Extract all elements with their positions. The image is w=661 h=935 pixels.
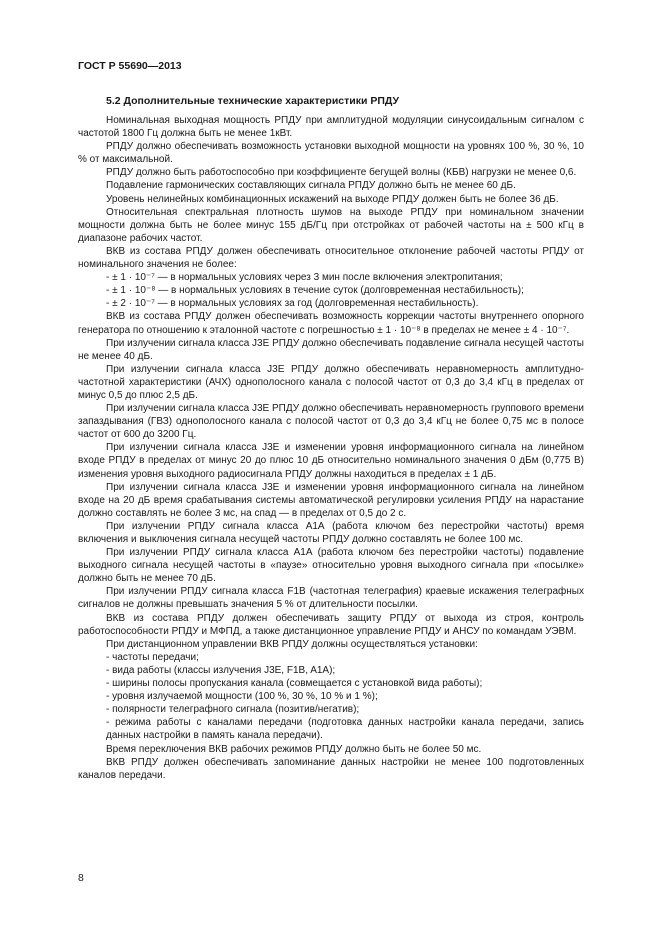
paragraph: Время переключения ВКВ рабочих режимов РПДУ должно быть не более 50 мс. [106, 743, 482, 755]
paragraph: РПДУ должно обеспечивать возможность установки выходной мощности на уровнях 100 %, 30 %, 10 % от максимальной. [78, 141, 584, 166]
paragraph: При излучении сигнала класса J3E РПДУ должно обеспечивать подавление сигнала несущей частоты не менее 40 дБ. [78, 337, 584, 362]
list-item: - полярности телеграфного сигнала (позитив/негатив); [106, 704, 360, 716]
paragraph: При излучении РПДУ сигнала класса F1B (частотная телеграфия) краевые искажения телеграфных сигналов не должны превышать значения 5 % от длительности посылки. [78, 586, 584, 611]
paragraph: Уровень нелинейных комбинационных искажений на выходе РПДУ должен быть не более 36 дБ. [106, 193, 559, 205]
list-item: - ± 1 · 10⁻⁷ — в нормальных условиях через 3 мин после включения электропитания; [106, 272, 503, 284]
paragraph: При излучении сигнала класса J3E РПДУ должно обеспечивать неравномерность амплитудно-частотной характеристики (АЧХ) однополосного канала с полосой частот от 0,3 до 3,4 кГц в пределах от минус 0,5 до плюс 2,5 дБ. [78, 363, 584, 401]
document-header: ГОСТ Р 55690—2013 [78, 60, 182, 72]
paragraph: ВКВ из состава РПДУ должен обеспечивать относительное отклонение рабочей частоты РПДУ от номинального значения не более: [78, 245, 584, 271]
list-item: - режима работы с каналами передачи (подготовка данных настройки канала передачи, запись данных настройки в память канала передачи). [106, 717, 584, 742]
paragraph: Подавление гармонических составляющих сигнала РПДУ должно быть не менее 60 дБ. [106, 180, 516, 192]
list-item: - вида работы (классы излучения J3E, F1B, A1A); [106, 664, 336, 676]
paragraph: При излучении сигнала класса J3E РПДУ должно обеспечивать неравномерность группового времени запаздывания (ГВЗ) однополосного канала с полосой частот от 0,3 до 3,4 кГц не более 0,75 мс в полосе частот от 600 до 3200 Гц. [78, 403, 584, 441]
list-item: - уровня излучаемой мощности (100 %, 30 %, 10 % и 1 %); [106, 691, 378, 703]
paragraph: ВКВ из состава РПДУ должен обеспечивать защиту РПДУ от выхода из строя, контроль работоспособности РПДУ и МФПД, а также дистанционное управление РПДУ и АНСУ по командам УЭВМ. [78, 612, 584, 637]
paragraph: При излучении сигнала класса J3E и изменении уровня информационного сигнала на линейном входе РПДУ в пределах от минус 20 до плюс 10 дБ относительно номинального значения 0 дБм (0,775 В) изменения уровня выходного радиосигнала РПДУ должны находиться в пределах ± 1 дБ. [78, 442, 584, 480]
list-item: - частоты передачи; [106, 651, 199, 663]
section-title: 5.2 Дополнительные технические характеристики РПДУ [106, 95, 400, 107]
paragraph: ВКВ РПДУ должен обеспечивать запоминание данных настройки не менее 100 подготовленных каналов передачи. [78, 756, 584, 781]
paragraph: Относительная спектральная плотность шумов на выходе РПДУ при номинальном значении мощности должна быть не более минус 155 дБ/Гц при отстройках от рабочей частоты на ± 500 кГц в диапазоне рабочих частот. [78, 206, 584, 244]
paragraph: При дистанционном управлении ВКВ РПДУ должны осуществляться установки: [106, 638, 478, 650]
paragraph: При излучении РПДУ сигнала класса А1А (работа ключом без перестройки частоты) подавление выходного сигнала несущей частоты в «паузе» относительно уровня выходного сигнала при «посылке» должно быть не менее 70 дБ. [78, 547, 584, 585]
paragraph: ВКВ из состава РПДУ должен обеспечивать возможность коррекции частоты внутреннего опорного генератора по отношению к эталонной частоте с погрешностью ± 1 · 10⁻⁸ в пределах не менее ± 4 · 10⁻⁷. [78, 311, 584, 336]
paragraph: При излучении сигнала класса J3E и изменении уровня информационного сигнала на линейном входе на 20 дБ время срабатывания системы автоматической регулировки усиления РПДУ на нарастание должно составлять не более 3 мс, на спад — в пределах от 0,5 до 2 с. [78, 481, 584, 519]
paragraph: При излучении РПДУ сигнала класса А1А (работа ключом без перестройки частоты) время включения и выключения сигнала несущей частоты РПДУ должно составлять не более 100 мс. [78, 520, 584, 545]
list-item: - ширины полосы пропускания канала (совмещается с установкой вида работы); [106, 678, 483, 690]
document-body [78, 114, 584, 782]
list-item: - ± 2 · 10⁻⁷ — в нормальных условиях за год (долговременная нестабильность). [106, 298, 479, 310]
page-number: 8 [78, 872, 84, 884]
paragraph: Номинальная выходная мощность РПДУ при амплитудной модуляции синусоидальным сигналом с частотой 1800 Гц должна быть не менее 1кВт. [78, 115, 584, 140]
list-item: - ± 1 · 10⁻⁸ — в нормальных условиях в течение суток (долговременная нестабильность); [106, 285, 524, 297]
paragraph: РПДУ должно быть работоспособно при коэффициенте бегущей волны (КБВ) нагрузки не менее 0,6. [106, 167, 577, 179]
